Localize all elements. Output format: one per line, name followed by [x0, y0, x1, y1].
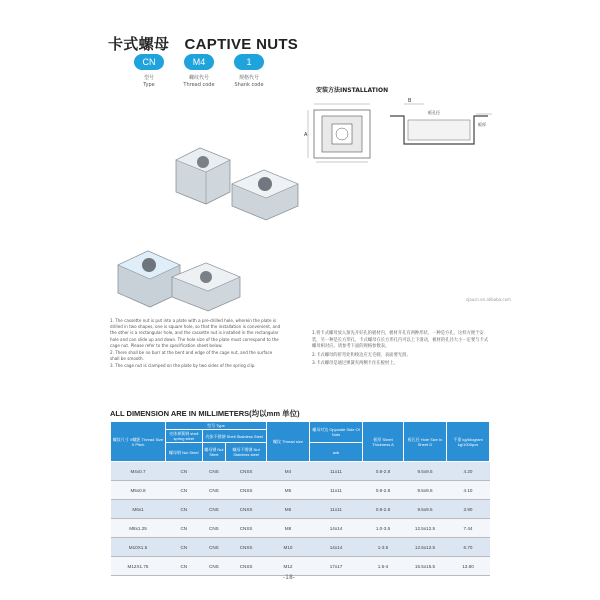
code-caption-thread: 螺纹代号 Thread code — [183, 75, 215, 88]
header-nut-steel: 螺母钢 Nut Steel — [166, 443, 203, 462]
header-axb: axb — [310, 443, 363, 462]
code-shank — [219, 54, 279, 89]
header-nut-steel-2: 螺母钢 Nut Steel — [202, 443, 226, 462]
note-cn-1: 1.将卡式螺母放入预先开好孔的板材内，板材开孔有两种形状，一种是方孔，这样方便于安装，另一种是长方形孔，卡式螺母在长方形孔内可以上下滑动，板材的孔径大小一定要与卡式螺母相对应。请参考下面的规格参数表。 — [312, 331, 489, 349]
nut-photo-bottom — [112, 225, 262, 315]
installation-title: 安装方法INSTALLATION — [316, 87, 389, 94]
header-thread-size: 螺纹 Thread size — [267, 422, 310, 462]
table-row: M4x0.7 CN CNS CNSS M4 11x11 0.8-2.8 9.5x9.5 4.20 — [111, 462, 490, 481]
note-cn-2: 2.卡式螺母的折弯处和棱边应无毛刺，表面要光滑。 — [312, 352, 411, 358]
header-shell-spring: 壳体弹簧钢 shell spring steel — [166, 430, 203, 443]
note-en-3: 3. The cage nut is clamped on the plate by two sides of the spring clip. — [110, 363, 256, 369]
spec-table — [110, 421, 490, 576]
notes-chinese — [312, 331, 492, 370]
header-thread: 螺纹尺寸 X螺距 Thread Size X Pitch — [111, 422, 166, 462]
header-weight: 千重 kg/kilogram kg/1000pcs — [447, 422, 490, 462]
nut-image-1 — [176, 148, 230, 204]
page-number: -18- — [283, 574, 295, 581]
header-opposite: 螺母对边 Opposite Side Of Nuts — [310, 422, 363, 443]
table-row: M10X1.5 CN CNS CNSS M10 14x14 1-3.5 12.5x12.5 6.70 — [111, 538, 490, 557]
table-row: M8x1.25 CN CNS CNSS M8 14x14 1.0-3.5 12.5x12.5 7.44 — [111, 519, 490, 538]
nut-photo-top — [168, 140, 318, 222]
header-hole: 板孔径 Hole Size In Sheet D — [404, 422, 447, 462]
note-en-2: 2. There shall be no burr at the bent and edge of the cage nut, and the surface shall be smooth. — [110, 350, 273, 362]
header-nut-stainless: 螺母不锈钢 Nut Stainless steel — [226, 443, 267, 462]
nut-image-2 — [232, 170, 298, 220]
code-pill-shank: 1 — [234, 54, 264, 70]
installation-diagram — [304, 96, 494, 166]
nut-image-3 — [118, 251, 180, 307]
notes-english — [110, 318, 282, 371]
nut-image-4 — [172, 263, 240, 311]
watermark: zjaucn.en.alibaba.com — [466, 297, 511, 302]
header-type: 型号 Type — [166, 422, 267, 430]
page-title: 卡式螺母 CAPTIVE NUTS — [108, 36, 299, 53]
code-pill-type: CN — [134, 54, 164, 70]
header-shell-stainless: 壳体不锈钢 Shell Stainless Steel — [202, 430, 266, 443]
note-en-1: 1. The cassette nut is put into a plate with a pre-drilled hole, wherein the plate is drilled in two shapes, one is square hole, so that the installation is convenient, and the other is a rectangular hole, and the cassette nut is installed in the rectangular hole and can slide up and down. The hole size of the plate must correspond to the cage nut. Please refer to the specification sheet below. — [110, 318, 281, 348]
dim-label-thickness: 板厚 — [478, 122, 486, 127]
header-sheet: 板厚 Sheet Thickness A — [363, 422, 404, 462]
table-row: M5x0.8 CN CNS CNSS M5 11x11 0.8-2.8 9.5x9.5 4.10 — [111, 481, 490, 500]
table-title: ALL DIMENSION ARE IN MILLIMETERS(均以mm 单位) — [110, 409, 300, 418]
table-row: M12X1.75 CN CNS CNSS M12 17x17 1.5-4 15.5x15.5 13.80 — [111, 557, 490, 576]
dim-label-plate: 板孔径 — [428, 110, 440, 115]
code-caption-type: 型号 Type — [143, 75, 155, 88]
dim-label-b: B — [408, 98, 412, 104]
code-pill-thread: M4 — [184, 54, 214, 70]
code-caption-shank: 规格代号 Shank code — [234, 75, 264, 88]
table-row: M6x1 CN CNS CNSS M6 11x11 0.8-2.8 9.5x9.5 3.90 — [111, 500, 490, 519]
note-cn-3: 3.卡式螺母是通过弹簧夹两侧卡住在板材上。 — [312, 361, 398, 366]
dim-label-a: A — [304, 132, 308, 138]
